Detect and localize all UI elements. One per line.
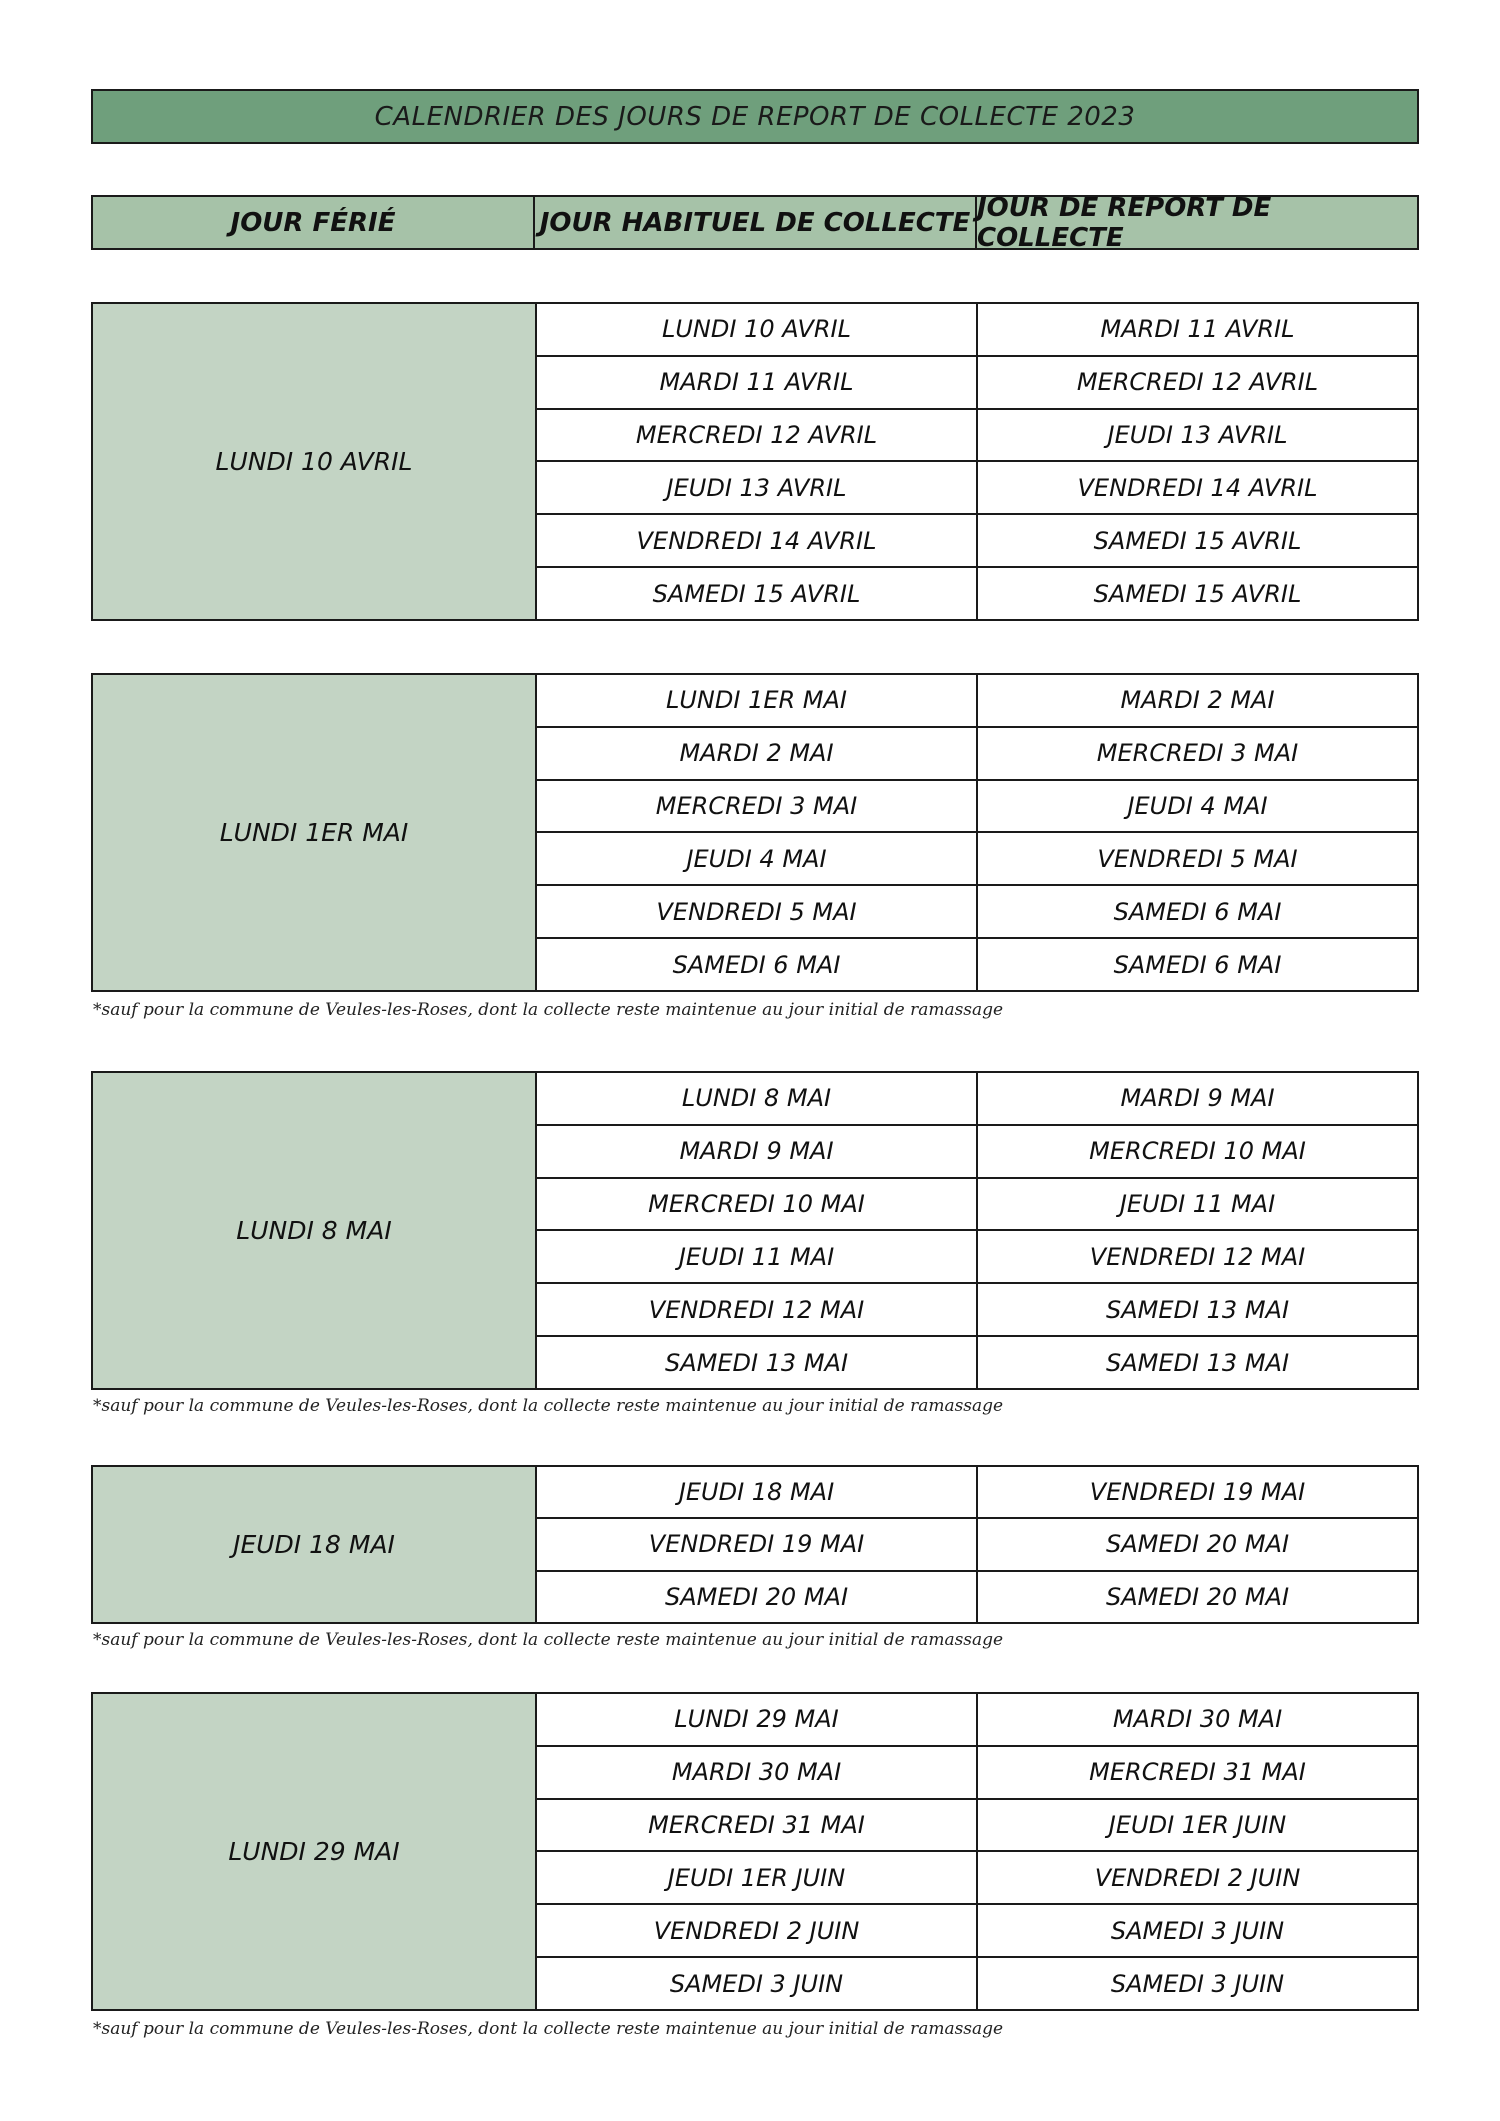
report-day-cell: SAMEDI 13 MAI: [976, 1284, 1417, 1335]
header-report-day: JOUR DE REPORT DE COLLECTE: [975, 197, 1417, 248]
table-row: [537, 884, 1417, 937]
table-row: [537, 355, 1417, 408]
usual-day-cell: MARDI 30 MAI: [671, 1758, 842, 1787]
holiday-cell: LUNDI 1ER MAI: [93, 675, 537, 990]
holiday-cell: LUNDI 29 MAI: [93, 1694, 537, 2009]
report-day-cell: JEUDI 13 AVRIL: [976, 410, 1417, 461]
usual-day-cell: JEUDI 11 MAI: [678, 1242, 835, 1271]
usual-day-cell: LUNDI 8 MAI: [681, 1084, 832, 1113]
table-row: [537, 1282, 1417, 1335]
table-row: [537, 1229, 1417, 1282]
table-row: [537, 1073, 1417, 1124]
report-day-cell: VENDREDI 5 MAI: [976, 833, 1417, 884]
table-row: [537, 675, 1417, 726]
header-usual-day: JOUR HABITUEL DE COLLECTE: [533, 197, 975, 248]
usual-day-cell: JEUDI 4 MAI: [686, 844, 827, 873]
report-day-cell: VENDREDI 14 AVRIL: [976, 462, 1417, 513]
report-day-cell: MARDI 2 MAI: [976, 675, 1417, 726]
report-day-cell: SAMEDI 3 JUIN: [976, 1905, 1417, 1956]
holiday-cell: LUNDI 8 MAI: [93, 1073, 537, 1388]
report-day-cell: SAMEDI 20 MAI: [976, 1572, 1417, 1622]
table-row: [537, 513, 1417, 566]
usual-day-cell: MERCREDI 12 AVRIL: [635, 421, 878, 450]
holiday-cell: JEUDI 18 MAI: [93, 1467, 537, 1622]
footnote: *sauf pour la commune de Veules-les-Roses, dont la collecte reste maintenue au jour initial de ramassage: [93, 1396, 1004, 1416]
table-row: [537, 304, 1417, 355]
report-day-cell: MERCREDI 3 MAI: [976, 728, 1417, 779]
header-holiday: JOUR FÉRIÉ: [230, 207, 396, 238]
report-day-cell: MARDI 11 AVRIL: [976, 304, 1417, 355]
report-day-cell: JEUDI 11 MAI: [976, 1179, 1417, 1230]
holiday-block-29-mai: [91, 1692, 1419, 2011]
holiday-block-18-mai: [91, 1465, 1419, 1624]
table-row: [537, 1124, 1417, 1177]
table-row: [537, 1798, 1417, 1851]
usual-day-cell: VENDREDI 19 MAI: [648, 1530, 865, 1559]
table-row: [537, 460, 1417, 513]
usual-day-cell: VENDREDI 12 MAI: [648, 1295, 865, 1324]
table-row: [537, 779, 1417, 832]
table-row: [537, 1850, 1417, 1903]
table-row: [537, 408, 1417, 461]
report-day-cell: SAMEDI 15 AVRIL: [976, 515, 1417, 566]
usual-day-cell: MERCREDI 31 MAI: [648, 1811, 865, 1840]
footnote: *sauf pour la commune de Veules-les-Roses, dont la collecte reste maintenue au jour initial de ramassage: [93, 1000, 1004, 1020]
usual-day-cell: LUNDI 29 MAI: [674, 1705, 839, 1734]
report-day-cell: JEUDI 1ER JUIN: [976, 1800, 1417, 1851]
table-row: [537, 1745, 1417, 1798]
report-day-cell: MERCREDI 31 MAI: [976, 1747, 1417, 1798]
report-day-cell: JEUDI 4 MAI: [976, 781, 1417, 832]
report-day-cell: MERCREDI 10 MAI: [976, 1126, 1417, 1177]
report-day-cell: SAMEDI 3 JUIN: [976, 1958, 1417, 2009]
report-day-cell: VENDREDI 12 MAI: [976, 1231, 1417, 1282]
footnote: *sauf pour la commune de Veules-les-Roses, dont la collecte reste maintenue au jour initial de ramassage: [93, 2019, 1004, 2039]
report-day-cell: MARDI 30 MAI: [976, 1694, 1417, 1745]
usual-day-cell: SAMEDI 13 MAI: [664, 1348, 849, 1377]
usual-day-cell: VENDREDI 14 AVRIL: [636, 526, 877, 555]
usual-day-cell: LUNDI 1ER MAI: [665, 686, 848, 715]
table-row: [537, 1177, 1417, 1230]
table-row: [537, 1956, 1417, 2009]
usual-day-cell: SAMEDI 15 AVRIL: [652, 579, 861, 608]
usual-day-cell: MARDI 11 AVRIL: [659, 368, 854, 397]
usual-day-cell: VENDREDI 5 MAI: [656, 897, 857, 926]
footnote: *sauf pour la commune de Veules-les-Roses, dont la collecte reste maintenue au jour initial de ramassage: [93, 1630, 1004, 1650]
usual-day-cell: SAMEDI 3 JUIN: [669, 1969, 844, 1998]
report-day-cell: VENDREDI 19 MAI: [976, 1467, 1417, 1517]
usual-day-cell: SAMEDI 6 MAI: [672, 950, 841, 979]
table-header: [91, 192, 1419, 253]
table-row: [537, 566, 1417, 619]
table-row: [537, 726, 1417, 779]
table-row: [537, 1903, 1417, 1956]
holiday-block-1er-mai: [91, 673, 1419, 992]
table-row: [537, 937, 1417, 990]
report-day-cell: SAMEDI 13 MAI: [976, 1337, 1417, 1388]
page-title: CALENDRIER DES JOURS DE REPORT DE COLLECTE 2023: [91, 89, 1419, 144]
report-day-cell: VENDREDI 2 JUIN: [976, 1852, 1417, 1903]
table-row: [537, 1335, 1417, 1388]
table-row: [537, 1570, 1417, 1622]
usual-day-cell: LUNDI 10 AVRIL: [661, 315, 851, 344]
report-day-cell: SAMEDI 20 MAI: [976, 1519, 1417, 1569]
holiday-block-10-avril: [91, 302, 1419, 621]
table-row: [537, 1467, 1417, 1517]
usual-day-cell: MARDI 9 MAI: [679, 1137, 834, 1166]
usual-day-cell: MARDI 2 MAI: [679, 739, 834, 768]
holiday-cell: LUNDI 10 AVRIL: [93, 304, 537, 619]
report-day-cell: SAMEDI 6 MAI: [976, 939, 1417, 990]
holiday-block-8-mai: [91, 1071, 1419, 1390]
usual-day-cell: JEUDI 13 AVRIL: [666, 473, 847, 502]
usual-day-cell: JEUDI 1ER JUIN: [667, 1863, 846, 1892]
report-day-cell: SAMEDI 6 MAI: [976, 886, 1417, 937]
usual-day-cell: MERCREDI 3 MAI: [655, 792, 858, 821]
report-day-cell: MERCREDI 12 AVRIL: [976, 357, 1417, 408]
usual-day-cell: VENDREDI 2 JUIN: [653, 1916, 860, 1945]
table-row: [537, 831, 1417, 884]
table-row: [537, 1694, 1417, 1745]
usual-day-cell: SAMEDI 20 MAI: [664, 1582, 849, 1611]
table-row: [537, 1517, 1417, 1569]
report-day-cell: SAMEDI 15 AVRIL: [976, 568, 1417, 619]
usual-day-cell: JEUDI 18 MAI: [678, 1478, 835, 1507]
report-day-cell: MARDI 9 MAI: [976, 1073, 1417, 1124]
usual-day-cell: MERCREDI 10 MAI: [648, 1190, 865, 1219]
